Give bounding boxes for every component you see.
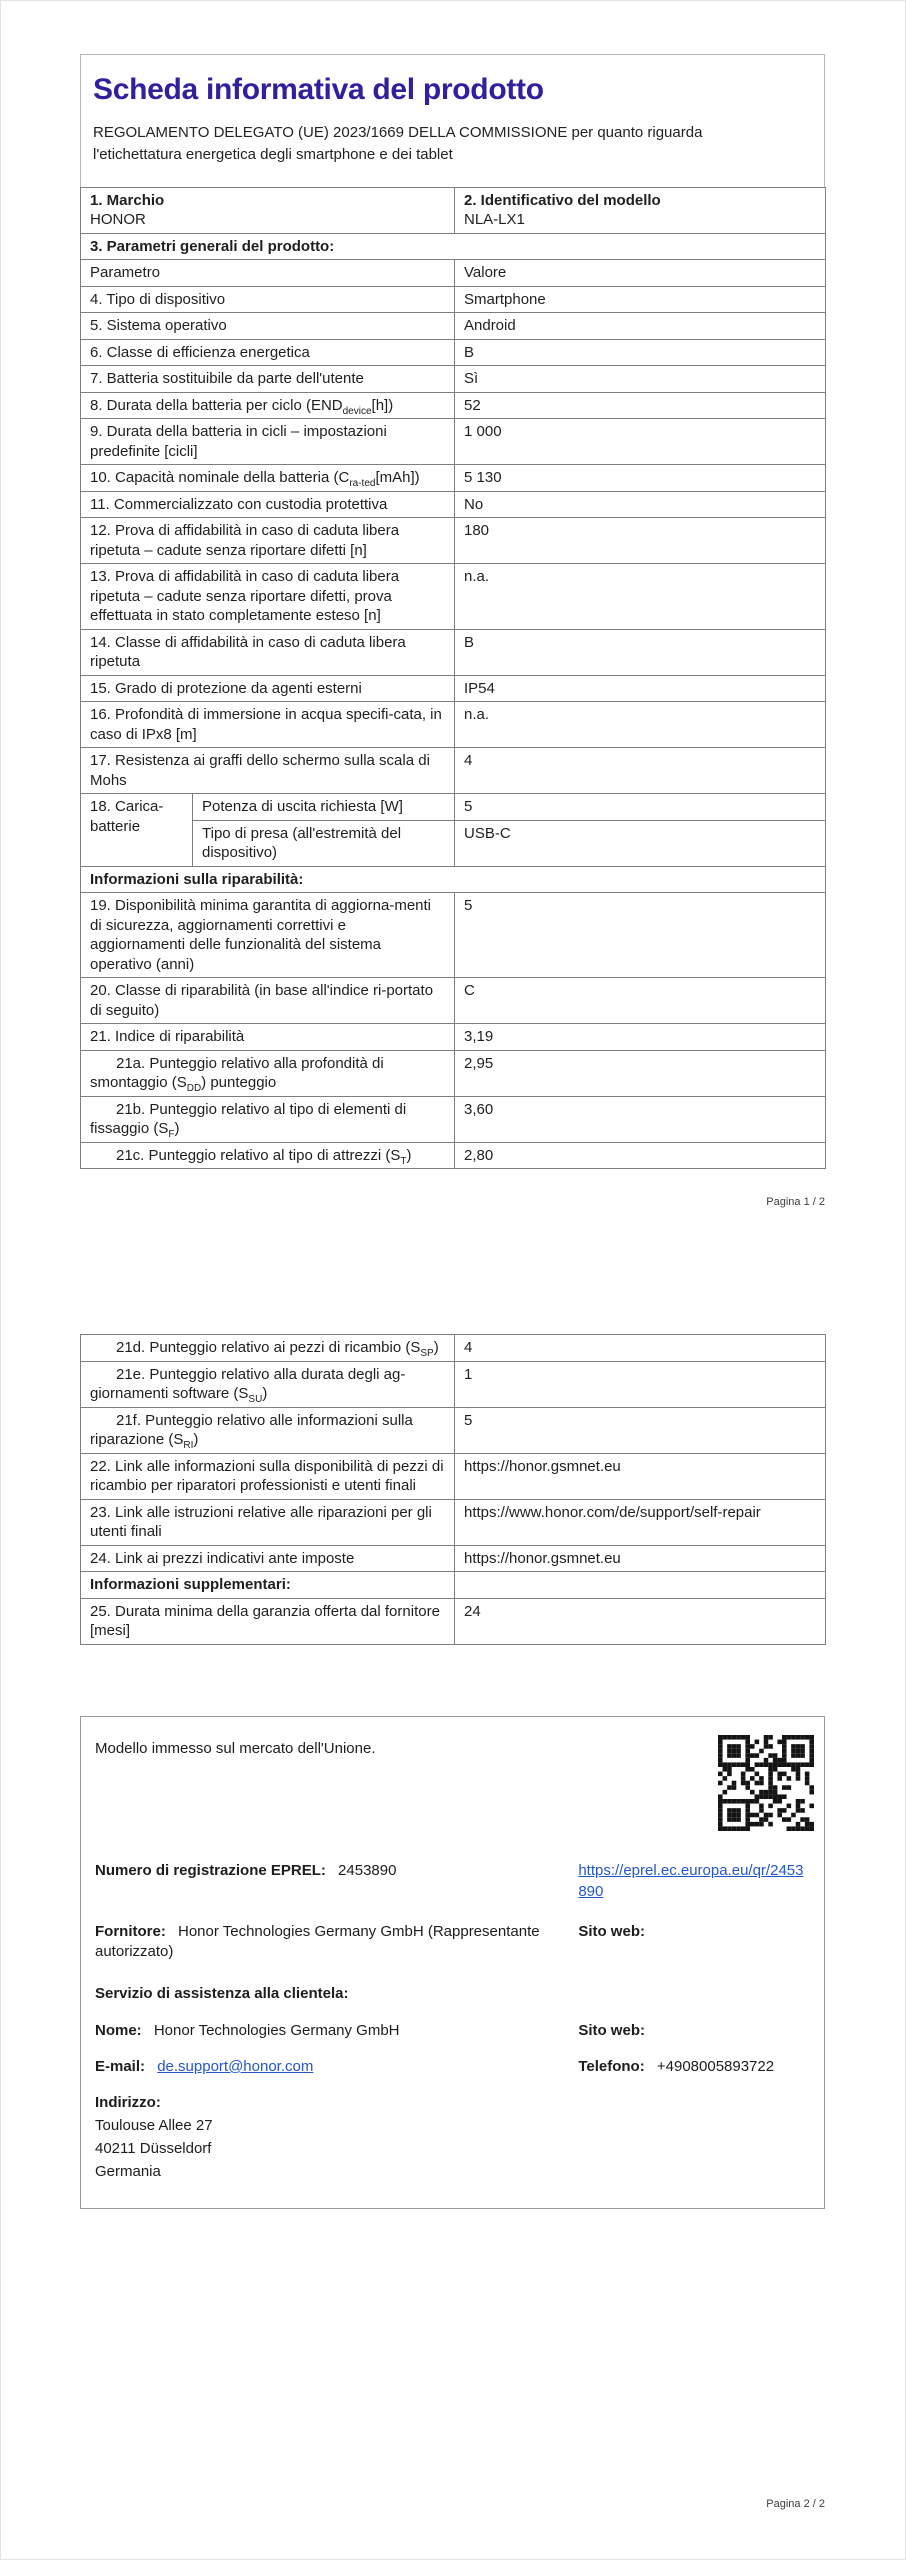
param-value [455,1572,826,1599]
param-label: 8. Durata della batteria per ciclo $(END_{device}[h])$ [81,392,455,419]
param-value: Valore [455,260,826,287]
table-row [81,1050,826,1096]
phone-value: +4908005893722 [656,2057,775,2075]
section-label: 3. Parametri generali del prodotto: [81,233,826,260]
param-label: 19. Disponibilità minima garantita di aggiorna-menti di sicurezza, aggiornamenti correttivi e aggiornamenti delle funzionalità del sistema operativo (anni) [81,893,455,978]
table-row [81,794,826,821]
param-value: No [455,491,826,518]
table-row [81,1335,826,1362]
document-header [80,54,825,187]
param-value: Android [455,313,826,340]
table-row [81,313,826,340]
eprel-registration-row [95,1861,810,1902]
param-label: 21c. Punteggio relativo al tipo di attrezzi $(S_T)$ [81,1142,455,1169]
param-value: 5 [455,794,826,821]
param-value: 2,80 [455,1142,826,1169]
model-cell [455,187,826,233]
param-label: 4. Tipo di dispositivo [81,286,455,313]
model-value: NLA-LX1 [464,211,525,228]
param-value: 3,60 [455,1096,826,1142]
param-label: 21f. Punteggio relativo alle informazioni sulla riparazione $(S_{RI})$ [81,1407,455,1453]
email-label: E-mail: [95,2057,146,2075]
eprel-link[interactable]: https://eprel.ec.europa.eu/qr/2453890 [578,1862,804,1900]
union-market-note: Modello immesso sul mercato dell'Unione. [95,1740,376,1757]
param-label: 12. Prova di affidabilità in caso di caduta libera ripetuta – cadute senza riportare difetti [n] [81,518,455,564]
param-value: 180 [455,518,826,564]
website-label: Sito web: [578,1922,645,1940]
table-row [81,1361,826,1407]
support-email-link[interactable]: de.support@honor.com [157,2057,314,2075]
address-line-2: 40211 Düsseldorf [95,2140,212,2158]
product-table-page2 [80,1334,826,1645]
param-value: B [455,629,826,675]
param-label: 25. Durata minima della garanzia offerta dal fornitore [mesi] [81,1598,455,1644]
supplier-row [95,1922,810,1963]
param-label: 7. Batteria sostituibile da parte dell'utente [81,366,455,393]
service-name-row [95,2021,810,2041]
email [95,2057,578,2077]
param-value: B [455,339,826,366]
section-row [81,233,826,260]
page-1-footer: Pagina 1 / 2 [766,1196,825,1208]
page-2-footer: Pagina 2 / 2 [766,2498,825,2510]
param-value: https://honor.gsmnet.eu [455,1453,826,1499]
param-label: 21b. Punteggio relativo al tipo di elementi di fissaggio $(S_F)$ [81,1096,455,1142]
page-1 [80,54,825,1169]
table-row [81,286,826,313]
eprel-number: 2453890 [338,1862,397,1880]
param-label: Parametro [81,260,455,287]
website-label-2: Sito web: [578,2021,645,2039]
param-value: 1 [455,1361,826,1407]
table-row [81,1024,826,1051]
service-name [95,2021,578,2041]
eprel-label: Numero di registrazione EPREL: [95,1862,326,1880]
qr-code [718,1735,814,1831]
phone-label: Telefono: [578,2057,645,2075]
param-label: 22. Link alle informazioni sulla disponibilità di pezzi di ricambio per riparatori professionisti e utenti finali [81,1453,455,1499]
table-row [81,392,826,419]
table-row [81,1453,826,1499]
table-row [81,1598,826,1644]
table-row [81,1545,826,1572]
table-row [81,339,826,366]
brand-model-row [81,187,826,233]
param-value: 52 [455,392,826,419]
param-value: 3,19 [455,1024,826,1051]
eprel-registration [95,1861,578,1902]
address-label: Indirizzo: [95,2094,161,2111]
param-value: 2,95 [455,1050,826,1096]
param-value: 1 000 [455,419,826,465]
supplier-name: Honor Technologies Germany GmbH (Rappresentante autorizzato) [95,1922,540,1960]
param-label: 15. Grado di protezione da agenti esterni [81,675,455,702]
supplier-label: Fornitore: [95,1922,166,1940]
param-value: 5 [455,1407,826,1453]
param-label: 10. Capacità nominale della batteria $(C_{ra-ted}[mAh])$ [81,465,455,492]
brand-value: HONOR [90,211,146,228]
param-label: 5. Sistema operativo [81,313,455,340]
contact-row [95,2057,810,2077]
supplier [95,1922,578,1963]
param-value: 5 [455,893,826,978]
param-label: 21d. Punteggio relativo ai pezzi di ricambio $(S_{SP})$ [81,1335,455,1362]
table-row [81,893,826,978]
param-value: https://www.honor.com/de/support/self-repair [455,1499,826,1545]
address-line-1: Toulouse Allee 27 [95,2117,213,2135]
param-value: n.a. [455,564,826,630]
param-value: IP54 [455,675,826,702]
table-row [81,820,826,866]
param-value: 5 130 [455,465,826,492]
param-label: 21. Indice di riparabilità [81,1024,455,1051]
param-value: C [455,978,826,1024]
customer-service-header: Servizio di assistenza alla clientela: [95,1985,349,2003]
param-label: 9. Durata della batteria in cicli – impostazioni predefinite [cicli] [81,419,455,465]
table-row [81,465,826,492]
address-line-3: Germania [95,2163,161,2181]
param-label: 18. Carica-batterie [81,794,193,867]
table-row [81,419,826,465]
param-sublabel: Tipo di presa (all'estremità del dispositivo) [193,820,455,866]
param-label: 17. Resistenza ai graffi dello schermo sulla scala di Mohs [81,748,455,794]
param-label: 16. Profondità di immersione in acqua specifi-cata, in caso di IPx8 [m] [81,702,455,748]
table-row [81,1407,826,1453]
param-label: 20. Classe di riparabilità (in base all'indice ri-portato di seguito) [81,978,455,1024]
brand-cell [81,187,455,233]
param-value: https://honor.gsmnet.eu [455,1545,826,1572]
param-value: Smartphone [455,286,826,313]
page-2 [80,1334,825,1645]
param-value: 24 [455,1598,826,1644]
param-value: 4 [455,748,826,794]
brand-header: 1. Marchio [90,191,165,209]
model-header: 2. Identificativo del modello [464,191,661,209]
param-label: 21a. Punteggio relativo alla profondità di smontaggio $(S_{DD})$ punteggio [81,1050,455,1096]
param-label: 14. Classe di affidabilità in caso di caduta libera ripetuta [81,629,455,675]
param-value: Sì [455,366,826,393]
param-value: 4 [455,1335,826,1362]
name-label: Nome: [95,2021,142,2039]
table-row [81,1499,826,1545]
table-row [81,1142,826,1169]
table-row [81,978,826,1024]
section-label: Informazioni sulla riparabilità: [81,866,826,893]
table-row [81,518,826,564]
param-label: 6. Classe di efficienza energetica [81,339,455,366]
table-row [81,564,826,630]
supplier-info-box [80,1716,825,2209]
param-value: USB-C [455,820,826,866]
section-label: Informazioni supplementari: [81,1572,455,1599]
regulation-text: REGOLAMENTO DELEGATO (UE) 2023/1669 DELLA COMMISSIONE per quanto riguarda l'etichettatura energetica degli smartphone e dei tablet [93,123,703,163]
page-title: Scheda informativa del prodotto [93,73,544,106]
param-sublabel: Potenza di uscita richiesta [W] [193,794,455,821]
product-table-page1 [80,187,826,1170]
phone [578,2057,810,2077]
param-label: 23. Link alle istruzioni relative alle riparazioni per gli utenti finali [81,1499,455,1545]
param-value: n.a. [455,702,826,748]
param-label: 13. Prova di affidabilità in caso di caduta libera ripetuta – cadute senza riportare difetti, prova effettuata in stato completamente esteso [n] [81,564,455,630]
section-row [81,866,826,893]
name-value: Honor Technologies Germany GmbH [153,2021,400,2039]
table-row [81,748,826,794]
table-row [81,260,826,287]
param-label: 11. Commercializzato con custodia protettiva [81,491,455,518]
table-row [81,366,826,393]
table-row [81,629,826,675]
table-row [81,675,826,702]
table-row [81,1096,826,1142]
table-row [81,491,826,518]
table-row [81,702,826,748]
param-label: 24. Link ai prezzi indicativi ante imposte [81,1545,455,1572]
param-label: 21e. Punteggio relativo alla durata degli ag-giornamenti software $(S_{SU})$ [81,1361,455,1407]
section-row [81,1572,826,1599]
